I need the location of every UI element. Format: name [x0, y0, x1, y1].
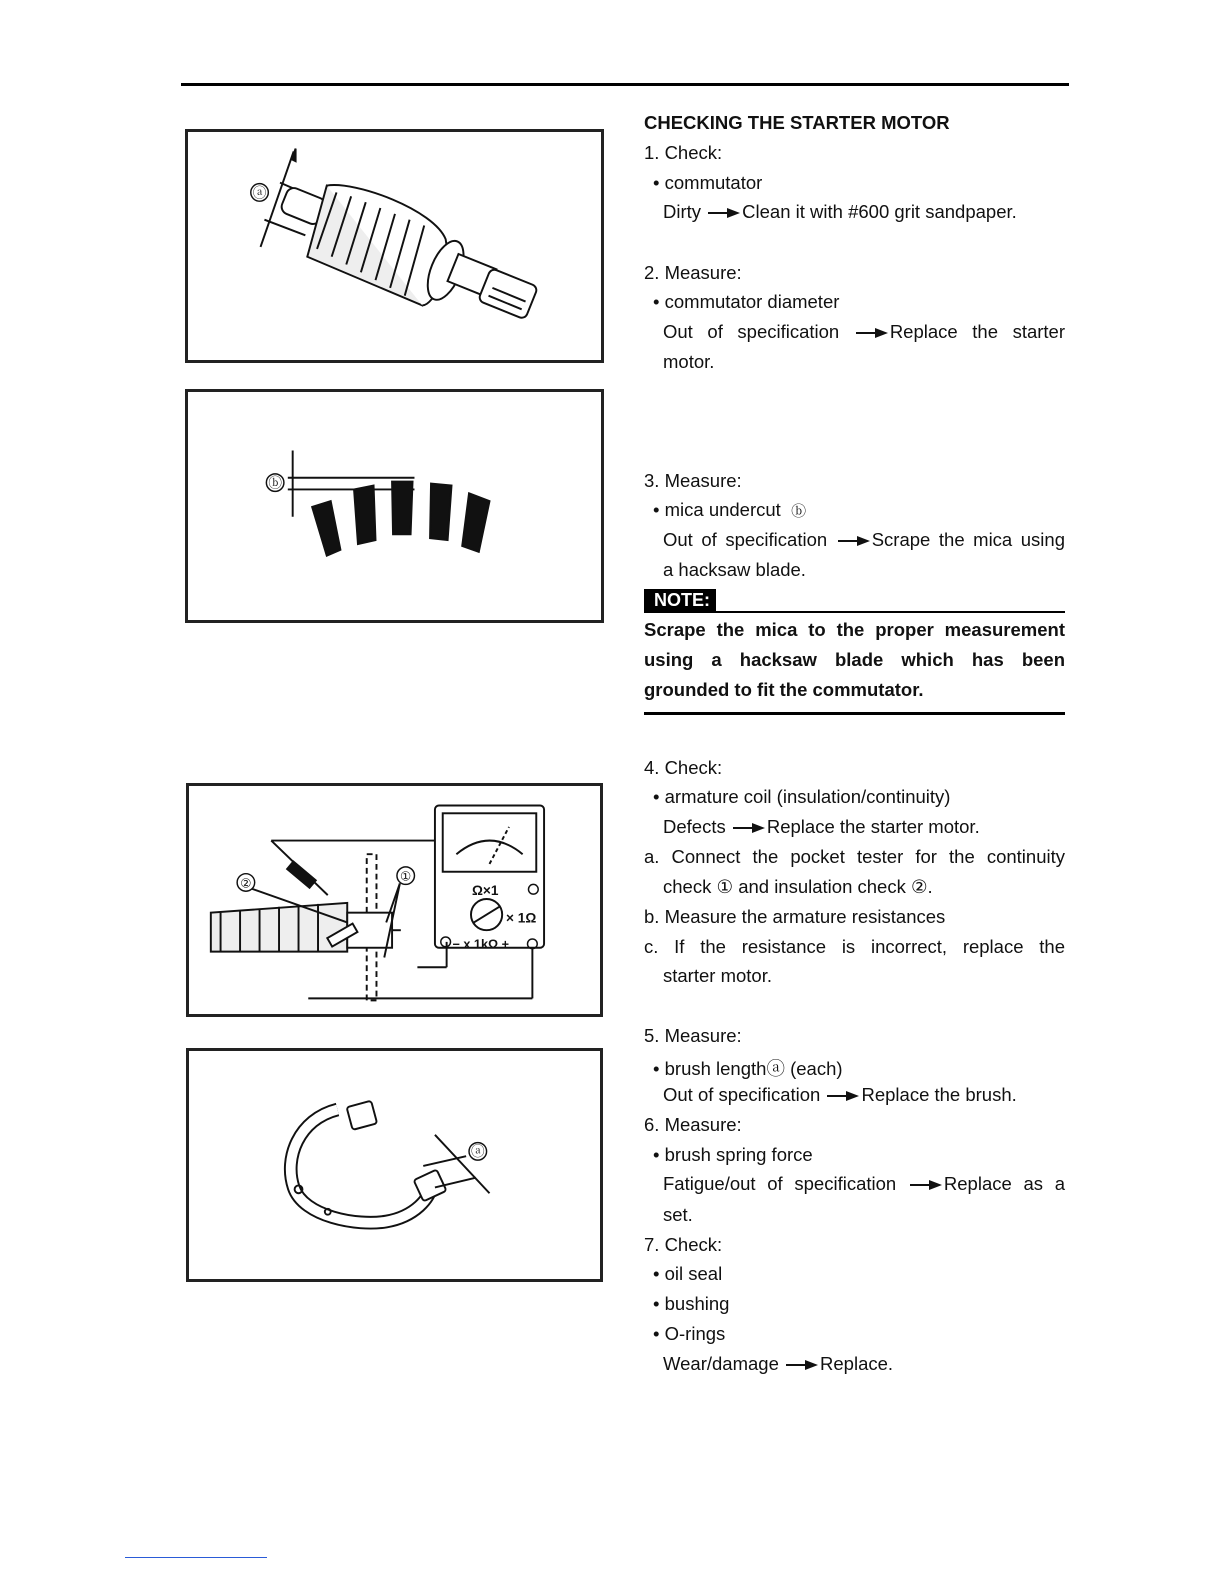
- step-4-a: a. Connect the pocket tester for the continuity: [644, 846, 1065, 867]
- arrow-right-icon: [785, 1358, 819, 1372]
- step-2-heading: 2. Measure:: [644, 262, 742, 283]
- step-6-continuation: set.: [663, 1204, 693, 1225]
- arrow-right-icon: [837, 534, 871, 548]
- step-6-action: Replace as a: [943, 1173, 1066, 1194]
- arrow-right-icon: [707, 206, 741, 220]
- step-4-action: Replace the starter motor.: [766, 816, 980, 837]
- step-2-item: • commutator diameter: [653, 291, 840, 312]
- step-3-heading: 3. Measure:: [644, 470, 742, 491]
- note-label: NOTE:: [644, 589, 716, 611]
- step-3-result: [663, 529, 1065, 551]
- step-5-item-row: [653, 1055, 843, 1081]
- step-7-result: [663, 1353, 893, 1375]
- step-1-result: [663, 201, 1017, 223]
- step-6-item: • brush spring force: [653, 1144, 813, 1165]
- step-4-heading: 4. Check:: [644, 757, 723, 778]
- step-7-action: Replace.: [820, 1353, 894, 1374]
- step-3-item: • mica undercut: [653, 499, 781, 520]
- step-7-item: • oil seal: [653, 1263, 723, 1284]
- step-5-condition: Out of specification: [663, 1084, 821, 1105]
- figure-brush-length: [186, 1048, 603, 1282]
- fig4-label-a: ⓐ: [470, 1144, 485, 1160]
- footer-link-underline[interactable]: [125, 1557, 267, 1558]
- fig1-label-a: ⓐ: [252, 185, 267, 201]
- step-4-c-continuation: starter motor.: [663, 965, 772, 986]
- meter-k-label: − x 1kΩ +: [452, 937, 510, 952]
- fig3-label-1: ①: [400, 869, 412, 884]
- step-5-item: • brush length: [653, 1058, 767, 1079]
- step-6-result: [663, 1173, 1065, 1195]
- step-5-heading: 5. Measure:: [644, 1025, 742, 1046]
- step-2-condition: Out of specification: [663, 321, 840, 342]
- arrow-right-icon: [826, 1089, 860, 1103]
- step-2-action: Replace the starter: [889, 321, 1065, 342]
- step-4-condition: Defects: [663, 816, 726, 837]
- step-1-action: Clean it with #600 grit sandpaper.: [742, 201, 1017, 222]
- step-3-mark: ⓑ: [791, 503, 807, 520]
- step-2-continuation: motor.: [663, 351, 715, 372]
- step-3-item-row: [653, 499, 806, 521]
- step-1-item: • commutator: [653, 172, 763, 193]
- fig3-label-2: ②: [240, 876, 252, 891]
- step-6-condition: Fatigue/out of specification: [663, 1173, 897, 1194]
- step-1-condition: Dirty: [663, 201, 702, 222]
- figure-commutator-diameter: [185, 129, 604, 363]
- step-5-mark: ⓐ (each): [766, 1058, 843, 1079]
- step-3-action: Scrape the mica using: [871, 529, 1065, 550]
- step-1-heading: 1. Check:: [644, 142, 723, 163]
- fig2-label-b: ⓑ: [268, 475, 282, 491]
- note-body: Scrape the mica to the proper measurement using a hacksaw blade which has been grounded to fit the commutator.: [644, 619, 1065, 700]
- step-4-b: b. Measure the armature resistances: [644, 906, 946, 927]
- figure-armature-coil-test: [186, 783, 603, 1017]
- brush-illustration: [189, 1051, 600, 1279]
- step-7-item: • O-rings: [653, 1323, 726, 1344]
- note-header: [644, 589, 1065, 613]
- step-7-condition: Wear/damage: [663, 1353, 779, 1374]
- step-3-condition: Out of specification: [663, 529, 828, 550]
- step-5-action: Replace the brush.: [861, 1084, 1017, 1105]
- mica-illustration: [188, 392, 601, 620]
- step-5-result: [663, 1084, 1017, 1106]
- arrow-right-icon: [855, 326, 889, 340]
- armature-illustration: [188, 132, 601, 360]
- arrow-right-icon: [732, 821, 766, 835]
- step-3-continuation: a hacksaw blade.: [663, 559, 806, 580]
- step-4-result: [663, 816, 980, 838]
- step-7-heading: 7. Check:: [644, 1234, 723, 1255]
- step-2-result: [663, 321, 1065, 343]
- note-end-rule: [644, 712, 1065, 715]
- meter-range-label: × 1Ω: [506, 910, 537, 926]
- arrow-right-icon: [909, 1178, 943, 1192]
- section-title: CHECKING THE STARTER MOTOR: [644, 112, 950, 133]
- header-rule: [181, 83, 1069, 86]
- step-4-a-continuation: check ① and insulation check ②.: [663, 876, 933, 897]
- step-4-item: • armature coil (insulation/continuity): [653, 786, 951, 807]
- step-7-item: • bushing: [653, 1293, 730, 1314]
- tester-illustration: [189, 786, 600, 1014]
- step-4-c: c. If the resistance is incorrect, replace the: [644, 936, 1065, 957]
- step-6-heading: 6. Measure:: [644, 1114, 742, 1135]
- figure-mica-undercut: [185, 389, 604, 623]
- meter-ohm-label: Ω×1: [471, 883, 499, 899]
